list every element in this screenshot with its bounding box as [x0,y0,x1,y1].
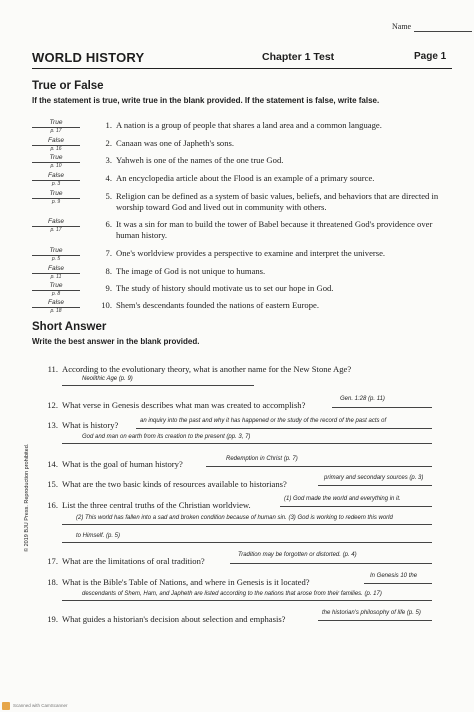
sa-number: 19. [47,614,58,624]
sa-answer-line[interactable] [230,563,432,564]
tf-statement: A nation is a group of people that shares a land area and a common language. [116,120,382,130]
sa-question: List the three central truths of the Christian worldview. [62,500,251,510]
sa-answer: the historian's philosophy of life (p. 5) [322,610,421,616]
sa-number: 14. [47,459,58,469]
tf-answer-blank[interactable]: True [32,118,80,128]
sa-answer-line[interactable] [62,443,432,444]
name-field[interactable] [414,31,472,32]
tf-number: 6. [105,219,112,229]
tf-statement: The study of history should motivate us to set our hope in God. [116,283,334,293]
sa-question: What is the Bible's Table of Nations, and where in Genesis is it located? [62,577,310,587]
tf-statement: An encyclopedia article about the Flood is an example of a primary source. [116,173,375,183]
sa-answer: (1) God made the world and everything in it. [284,496,401,502]
tf-number: 10. [101,300,112,310]
copyright-notice: © 2019 BJU Press. Reproduction prohibited. [24,443,30,552]
tf-number: 3. [105,155,112,165]
tf-number: 5. [105,191,112,201]
tf-answer-blank[interactable]: True [32,153,80,163]
chapter-title: Chapter 1 Test [262,51,335,63]
sa-answer: primary and secondary sources (p. 3) [324,475,424,481]
sa-question: What guides a historian's decision about selection and emphasis? [62,614,286,624]
course-title: WORLD HISTORY [32,50,145,65]
sa-answer-line[interactable] [364,583,432,584]
tf-page-ref: p. 10 [50,163,62,169]
tf-answer-blank[interactable]: True [32,189,80,199]
sa-answer-line[interactable] [136,428,432,429]
tf-statement: One's worldview provides a perspective to examine and interpret the universe. [116,248,386,258]
short-answer-heading: Short Answer [32,321,107,333]
page-number: Page 1 [414,51,447,62]
short-answer-instructions: Write the best answer in the blank provided. [32,337,200,346]
tf-page-ref: p. 17 [50,227,62,233]
sa-number: 15. [47,479,58,489]
tf-answer-blank[interactable]: True [32,246,80,256]
sa-question: What are the two basic kinds of resources available to historians? [62,479,287,489]
sa-question: What is the goal of human history? [62,459,183,469]
sa-number: 17. [47,556,58,566]
sa-question: What verse in Genesis describes what man was created to accomplish? [62,400,306,410]
sa-answer-line[interactable] [206,466,432,467]
sa-answer: to Himself. (p. 5) [76,533,121,539]
sa-answer: Redemption in Christ (p. 7) [226,456,298,462]
true-false-heading: True or False [32,80,104,92]
sa-answer-line[interactable] [62,542,432,543]
name-label: Name [392,22,412,31]
sa-answer-line[interactable] [62,524,432,525]
tf-page-ref: p. 8 [51,291,61,297]
tf-number: 9. [105,283,112,293]
tf-page-ref: p. 3 [51,181,61,187]
tf-answer-blank[interactable]: False [32,171,80,181]
sa-answer-line[interactable] [280,506,432,507]
sa-number: 16. [47,500,58,510]
tf-statement: Canaan was one of Japheth's sons. [116,138,235,148]
tf-statement: Religion can be defined as a system of basic values, beliefs, and behaviors that are directed in worship toward God and lived out in community with others. [116,191,439,212]
tf-statement: Yahweh is one of the names of the one true God. [116,155,284,165]
sa-answer: Tradition may be forgotten or distorted. (p. 4) [238,552,357,558]
sa-answer-line[interactable] [62,600,432,601]
sa-number: 12. [47,400,58,410]
tf-answer-blank[interactable]: False [32,217,80,227]
scanner-badge-text: Scanned with CamScanner [13,703,68,708]
tf-statement: It was a sin for man to build the tower of Babel because it threatened God's providence over human history. [116,219,433,240]
sa-answer-line[interactable] [318,620,432,621]
sa-answer-line[interactable] [318,485,432,486]
tf-page-ref: p. 18 [50,308,62,314]
sa-question: What is history? [62,420,119,430]
sa-answer-line[interactable] [332,407,432,408]
sa-number: 13. [47,420,58,430]
tf-statement: Shem's descendants founded the nations of eastern Europe. [116,300,319,310]
tf-number: 1. [105,120,112,130]
tf-statement: The image of God is not unique to humans. [116,266,266,276]
tf-answer-blank[interactable]: True [32,281,80,291]
tf-answer-blank[interactable]: False [32,136,80,146]
sa-number: 18. [47,577,58,587]
sa-question: According to the evolutionary theory, what is another name for the New Stone Age? [62,364,352,374]
tf-number: 2. [105,138,112,148]
sa-answer: descendants of Shem, Ham, and Japheth are listed according to the nations that arose from their families. (p. 17) [82,591,382,597]
true-false-instructions: If the statement is true, write true in the blank provided. If the statement is false, write false. [32,96,380,105]
sa-answer: God and man on earth from its creation to the present (pp. 3, 7) [82,434,251,440]
sa-answer-line[interactable] [62,385,254,386]
tf-page-ref: p. 11 [50,274,62,280]
scanner-logo-icon [2,702,10,710]
sa-answer: Gen. 1:28 (p. 11) [340,396,385,402]
tf-page-ref: p. 17 [50,128,62,134]
sa-answer: Neolithic Age (p. 9) [82,376,133,382]
tf-number: 7. [105,248,112,258]
tf-answer-blank[interactable]: False [32,264,80,274]
sa-number: 11. [47,364,58,374]
header-divider [32,68,452,69]
sa-answer: an inquiry into the past and why it has happened or the study of the record of the past acts of [140,418,387,424]
sa-question: What are the limitations of oral tradition? [62,556,205,566]
tf-number: 4. [105,173,112,183]
tf-page-ref: p. 16 [50,146,62,152]
sa-answer: (2) This world has fallen into a sad and broken condition because of human sin. (3) God is working to redeem this world [76,515,393,521]
tf-page-ref: p. 9 [51,199,61,205]
sa-answer: In Genesis 10 the [370,573,418,579]
tf-page-ref: p. 5 [51,256,61,262]
tf-number: 8. [105,266,112,276]
tf-answer-blank[interactable]: False [32,298,80,308]
